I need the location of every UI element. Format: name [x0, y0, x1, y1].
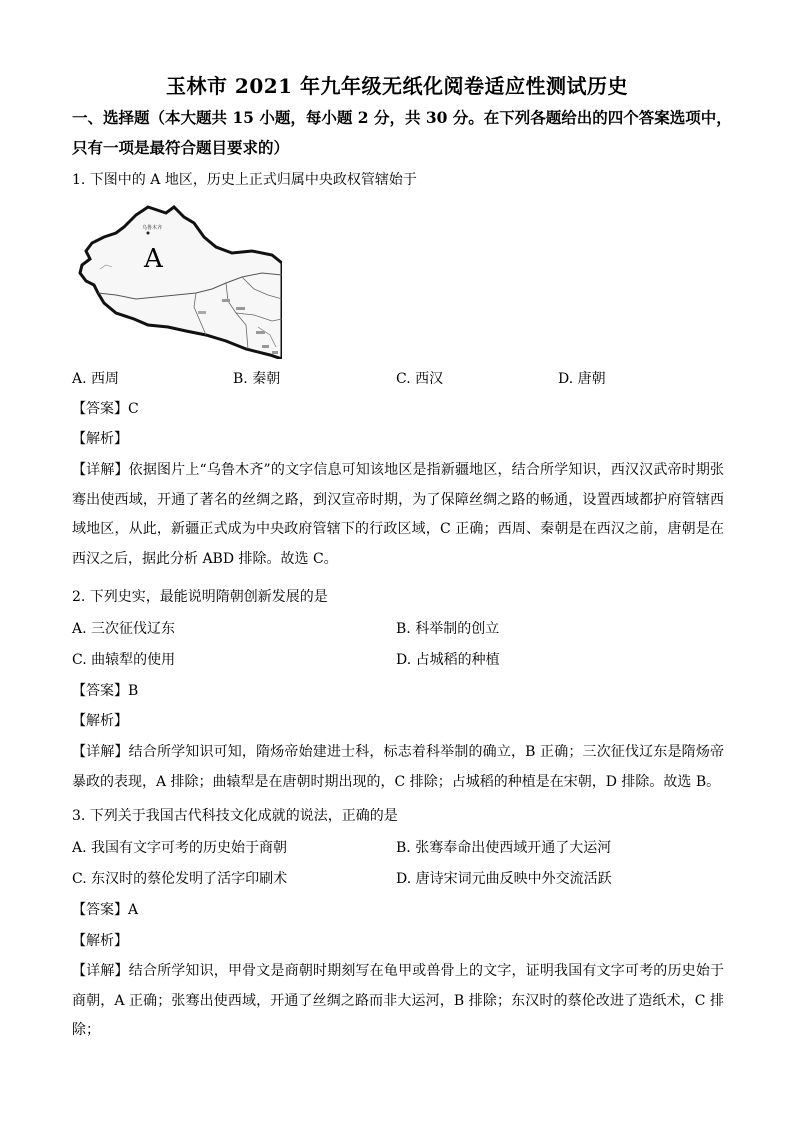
q3-detail: 【详解】结合所学知识，甲骨文是商朝时期刻写在龟甲或兽骨上的文字，证明我国有文字可考的历史始于商朝，A 正确；张骞出使西域，开通了丝绸之路而非大运河，B 排除；东汉时的蔡伦改进了造纸术，C 排除； — [72, 963, 724, 1038]
map-city-label: 乌鲁木齐 — [142, 225, 163, 231]
q1-option-a: A. 西周 — [72, 371, 120, 387]
q1-option-b: B. 秦朝 — [233, 371, 281, 387]
q1-option-d: D. 唐朝 — [558, 371, 606, 387]
q3-option-b: B. 张骞奉命出使西域开通了大运河 — [396, 840, 612, 856]
q3-option-c: C. 东汉时的蔡伦发明了活字印刷术 — [72, 871, 288, 887]
q1-answer: 【答案】C — [72, 401, 139, 417]
page-title: 玉林市 2021 年九年级无纸化阅卷适应性测试历史 — [165, 74, 629, 98]
q2-option-d: D. 占城稻的种植 — [396, 652, 500, 668]
q2-option-c: C. 曲辕犁的使用 — [72, 652, 176, 668]
q1-analysis-label: 【解析】 — [72, 431, 128, 447]
q2-option-a: A. 三次征伐辽东 — [72, 621, 176, 637]
section-heading-line1: 一、选择题（本大题共 15 小题，每小题 2 分，共 30 分。在下列各题给出的四个答案选项中， — [72, 108, 732, 127]
map-region-label: A — [144, 244, 163, 274]
q2-answer: 【答案】B — [72, 683, 139, 699]
q1-detail: 【详解】依据图片上“乌鲁木齐”的文字信息可知该地区是指新疆地区，结合所学知识，西汉汉武帝时期张骞出使西域，开通了著名的丝绸之路，到汉宣帝时期，为了保障丝绸之路的畅通，设置西域都护府管辖西域地区，从此，新疆正式成为中央政府管辖下的行政区域，C 正确；西周、秦朝是在西汉之前，唐朝是在西汉之后，据此分析 ABD 排除。故选 C。 — [72, 462, 724, 567]
q3-option-a: A. 我国有文字可考的历史始于商朝 — [72, 840, 288, 856]
q3-answer: 【答案】A — [72, 902, 139, 918]
section-heading-line2: 只有一项是最符合题目要求的） — [72, 138, 290, 157]
q2-option-b: B. 科举制的创立 — [396, 621, 500, 637]
q2-stem: 2. 下列史实，最能说明隋朝创新发展的是 — [72, 589, 328, 605]
xinjiang-map-image — [76, 203, 282, 359]
q1-stem: 1. 下图中的 A 地区，历史上正式归属中央政权管辖始于 — [72, 172, 417, 188]
q1-option-c: C. 西汉 — [396, 371, 444, 387]
q2-analysis-label: 【解析】 — [72, 713, 128, 729]
q3-stem: 3. 下列关于我国古代科技文化成就的说法，正确的是 — [72, 808, 398, 824]
q3-analysis-label: 【解析】 — [72, 933, 128, 949]
q3-option-d: D. 唐诗宋词元曲反映中外交流活跃 — [396, 871, 612, 887]
q2-detail: 【详解】结合所学知识可知，隋炀帝始建进士科，标志着科举制的确立，B 正确；三次征伐辽东是隋炀帝暴政的表现，A 排除；曲辕犁是在唐朝时期出现的，C 排除；占城稻的种植是在宋朝，D 排除。故选 B。 — [72, 744, 724, 790]
